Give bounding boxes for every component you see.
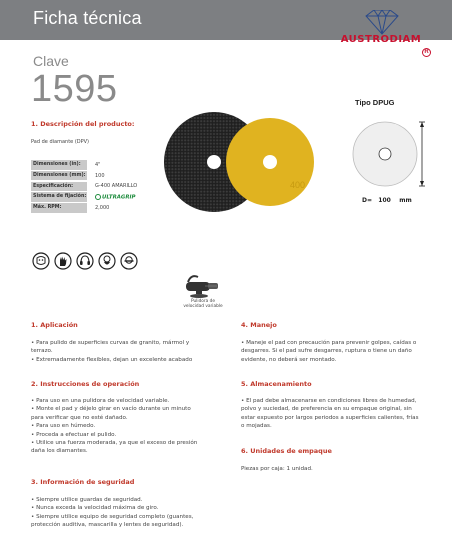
clave-label: Clave bbox=[33, 53, 69, 69]
spec-row bbox=[31, 160, 159, 170]
diameter-label: D= bbox=[362, 197, 373, 204]
polisher-tool-icon bbox=[183, 272, 223, 300]
diamond-logo-icon bbox=[326, 10, 438, 36]
text-line: • Para uso en húmedo. bbox=[31, 423, 96, 430]
spec-row bbox=[31, 203, 159, 213]
hearing-protection-icon bbox=[76, 252, 94, 270]
almacenamiento-text bbox=[241, 397, 446, 431]
spec-row bbox=[31, 192, 159, 202]
spec-value: 100 bbox=[95, 172, 105, 179]
spec-value: 4" bbox=[95, 161, 101, 168]
descripcion-text: Pad de diamante (DPV) bbox=[31, 139, 90, 145]
text-line: terrazo. bbox=[31, 348, 53, 355]
pad-front-hole bbox=[263, 155, 277, 169]
tool-label-line: velocidad variable bbox=[183, 304, 223, 310]
brand-name: AUSTRODIAM bbox=[340, 34, 422, 45]
text-line: • Maneje el pad con precaución para prevenir golpes, caídas o bbox=[241, 340, 417, 346]
mask-icon bbox=[98, 252, 116, 270]
almacenamiento-heading: 5. Almacenamiento bbox=[241, 380, 312, 388]
pad-dimension-diagram bbox=[350, 118, 430, 190]
text-line: evidente, no deberá ser montado. bbox=[241, 356, 337, 363]
spec-label: Especificación: bbox=[31, 182, 87, 192]
text-line: • Siempre utilice guardas de seguridad. bbox=[31, 497, 143, 503]
empaque-text: Piezas por caja: 1 unidad. bbox=[241, 466, 313, 472]
ultragrip-icon bbox=[95, 194, 101, 200]
text-line: • Extremadamente flexibles, dejan un excelente acabado bbox=[31, 356, 193, 363]
spec-label: Dimensiones (in): bbox=[31, 160, 87, 170]
seguridad-text bbox=[31, 496, 231, 530]
aplicacion-heading: 1. Aplicación bbox=[31, 321, 78, 329]
registered-mark: R bbox=[422, 48, 431, 57]
spec-label: Sistema de fijación: bbox=[31, 192, 87, 202]
text-line: daña los diamantes. bbox=[31, 448, 88, 455]
face-shield-icon bbox=[32, 252, 50, 270]
goggles-icon bbox=[120, 252, 138, 270]
text-line: polvo y suciedad, de preferencia en su empaque original, sin bbox=[241, 406, 412, 413]
text-line: • El pad debe almacenarse en condiciones libres de humedad, bbox=[241, 398, 417, 404]
gloves-icon bbox=[54, 252, 72, 270]
instrucciones-heading: 2. Instrucciones de operación bbox=[31, 380, 140, 388]
text-line: desgarres. Si el pad sufre desgarres, ruptura o tiene un daño bbox=[241, 348, 412, 355]
pad-back-hole bbox=[207, 155, 221, 169]
instrucciones-text bbox=[31, 397, 231, 456]
manejo-heading: 4. Manejo bbox=[241, 321, 277, 329]
clave-number: 1595 bbox=[31, 68, 118, 110]
spec-value: 2,000 bbox=[95, 204, 110, 211]
text-line: • Proceda a efectuar el pulido. bbox=[31, 431, 117, 438]
ultragrip-text: ULTRAGRIP bbox=[102, 194, 136, 201]
text-line: • Para uso en una pulidora de velocidad variable. bbox=[31, 398, 170, 404]
text-line: o mojadas. bbox=[241, 423, 272, 430]
spec-row bbox=[31, 182, 159, 192]
tipo-label: Tipo DPUG bbox=[355, 98, 395, 107]
text-line: • Utilice una fuerza moderada, ya que el exceso de presión bbox=[31, 440, 198, 447]
spec-label: Máx. RPM: bbox=[31, 203, 87, 213]
empaque-heading: 6. Unidades de empaque bbox=[241, 447, 332, 455]
manejo-text bbox=[241, 339, 446, 364]
spec-table bbox=[31, 160, 159, 214]
page-title: Ficha técnica bbox=[33, 8, 142, 28]
spec-value-ultragrip bbox=[87, 194, 135, 201]
pad-marking: 400 bbox=[290, 180, 306, 190]
tool-label-line: Pulidora de bbox=[190, 299, 216, 304]
seguridad-heading: 3. Información de seguridad bbox=[31, 478, 135, 486]
text-line: • Monte el pad y déjelo girar en vacío durante un minuto bbox=[31, 406, 191, 413]
descripcion-heading: 1. Descripción del producto: bbox=[31, 120, 135, 128]
text-line: para verificar que no esté dañado. bbox=[31, 414, 128, 421]
diameter-value: 100 bbox=[378, 197, 391, 204]
brand-logo bbox=[326, 14, 438, 62]
spec-label: Dimensiones (mm): bbox=[31, 171, 87, 181]
text-line: • Nunca exceda la velocidad máxima de giro. bbox=[31, 505, 159, 512]
diameter-unit: mm bbox=[399, 197, 412, 204]
text-line: • Para pulido de superficies curvas de granito, mármol y bbox=[31, 340, 190, 346]
spec-value: G-400 AMARILLO bbox=[95, 183, 138, 190]
diameter-readout bbox=[362, 197, 412, 204]
safety-icons-row bbox=[32, 252, 142, 272]
text-line: • Siempre utilice equipo de seguridad completo (guantes, bbox=[31, 513, 194, 520]
spec-row bbox=[31, 171, 159, 181]
aplicacion-text bbox=[31, 339, 231, 364]
tool-label bbox=[168, 299, 238, 310]
text-line: protección auditiva, mascarilla y lentes de seguridad). bbox=[31, 522, 184, 529]
text-line: estar expuesto por largos periodos a superficies calientes, frías bbox=[241, 414, 419, 421]
diamond-pads-image bbox=[158, 110, 314, 216]
